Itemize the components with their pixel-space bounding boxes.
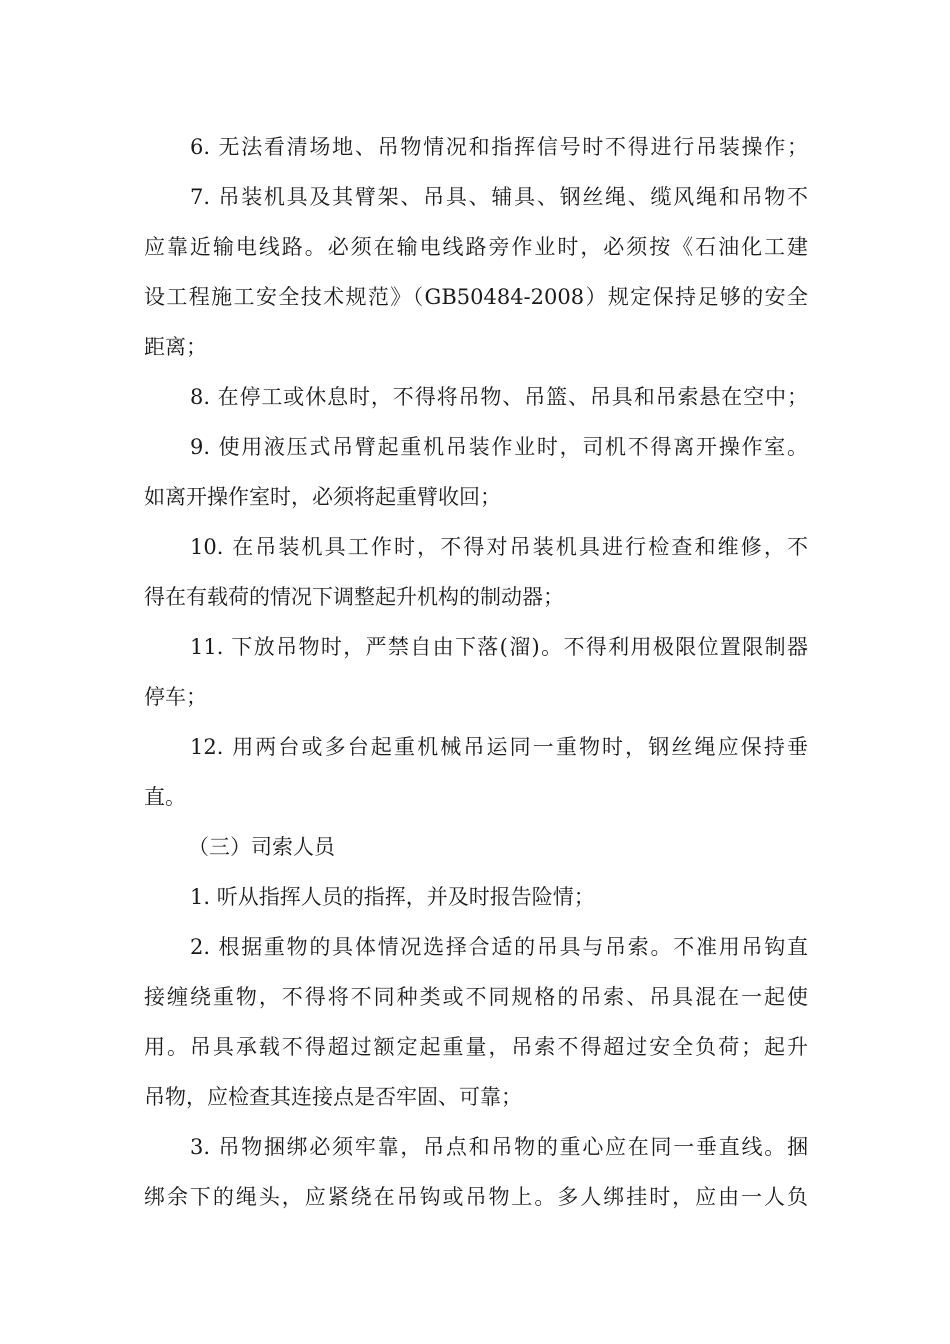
para-9-line-1: 9. 使用液压式吊臂起重机吊装作业时，司机不得离开操作室。 — [190, 435, 808, 459]
para-7-line-2: 应靠近输电线路。必须在输电线路旁作业时，必须按《石油化工建 — [144, 235, 808, 259]
para-12-line-1: 12. 用两台或多台起重机械吊运同一重物时，钢丝绳应保持垂 — [190, 735, 808, 759]
para-11-line-1: 11. 下放吊物时，严禁自由下落(溜)。不得利用极限位置限制器 — [190, 635, 808, 659]
para-10-line-2: 得在有载荷的情况下调整起升机构的制动器； — [144, 585, 564, 609]
item-2-line-2: 接缠绕重物，不得将不同种类或不同规格的吊索、吊具混在一起使 — [144, 985, 808, 1009]
item-1-line-1: 1. 听从指挥人员的指挥，并及时报告险情； — [190, 885, 595, 909]
para-10-line-1: 10. 在吊装机具工作时，不得对吊装机具进行检查和维修，不 — [190, 535, 808, 559]
item-2-line-3: 用。吊具承载不得超过额定起重量，吊索不得超过安全负荷；起升 — [144, 1035, 808, 1059]
para-12-line-2: 直。 — [144, 785, 186, 809]
item-3-line-1: 3. 吊物捆绑必须牢靠，吊点和吊物的重心应在同一垂直线。捆 — [190, 1135, 808, 1159]
para-9-line-2: 如离开操作室时，必须将起重臂收回； — [144, 485, 501, 509]
para-7-line-4: 距离； — [144, 335, 207, 359]
para-11-line-2: 停车； — [144, 685, 207, 709]
item-3-line-2: 绑余下的绳头，应紧绕在吊钩或吊物上。多人绑挂时，应由一人负 — [144, 1185, 808, 1209]
item-2-line-4: 吊物，应检查其连接点是否牢固、可靠； — [144, 1085, 522, 1109]
para-8-line-1: 8. 在停工或休息时，不得将吊物、吊篮、吊具和吊索悬在空中； — [190, 385, 808, 409]
para-7-line-3: 设工程施工安全技术规范》（GB50484-2008）规定保持足够的安全 — [144, 285, 808, 309]
section-heading: （三）司索人员 — [188, 835, 335, 859]
para-7-line-1: 7. 吊装机具及其臂架、吊具、辅具、钢丝绳、缆风绳和吊物不 — [190, 185, 808, 209]
item-2-line-1: 2. 根据重物的具体情况选择合适的吊具与吊索。不准用吊钩直 — [190, 935, 808, 959]
para-6-line-1: 6. 无法看清场地、吊物情况和指挥信号时不得进行吊装操作； — [190, 135, 808, 159]
